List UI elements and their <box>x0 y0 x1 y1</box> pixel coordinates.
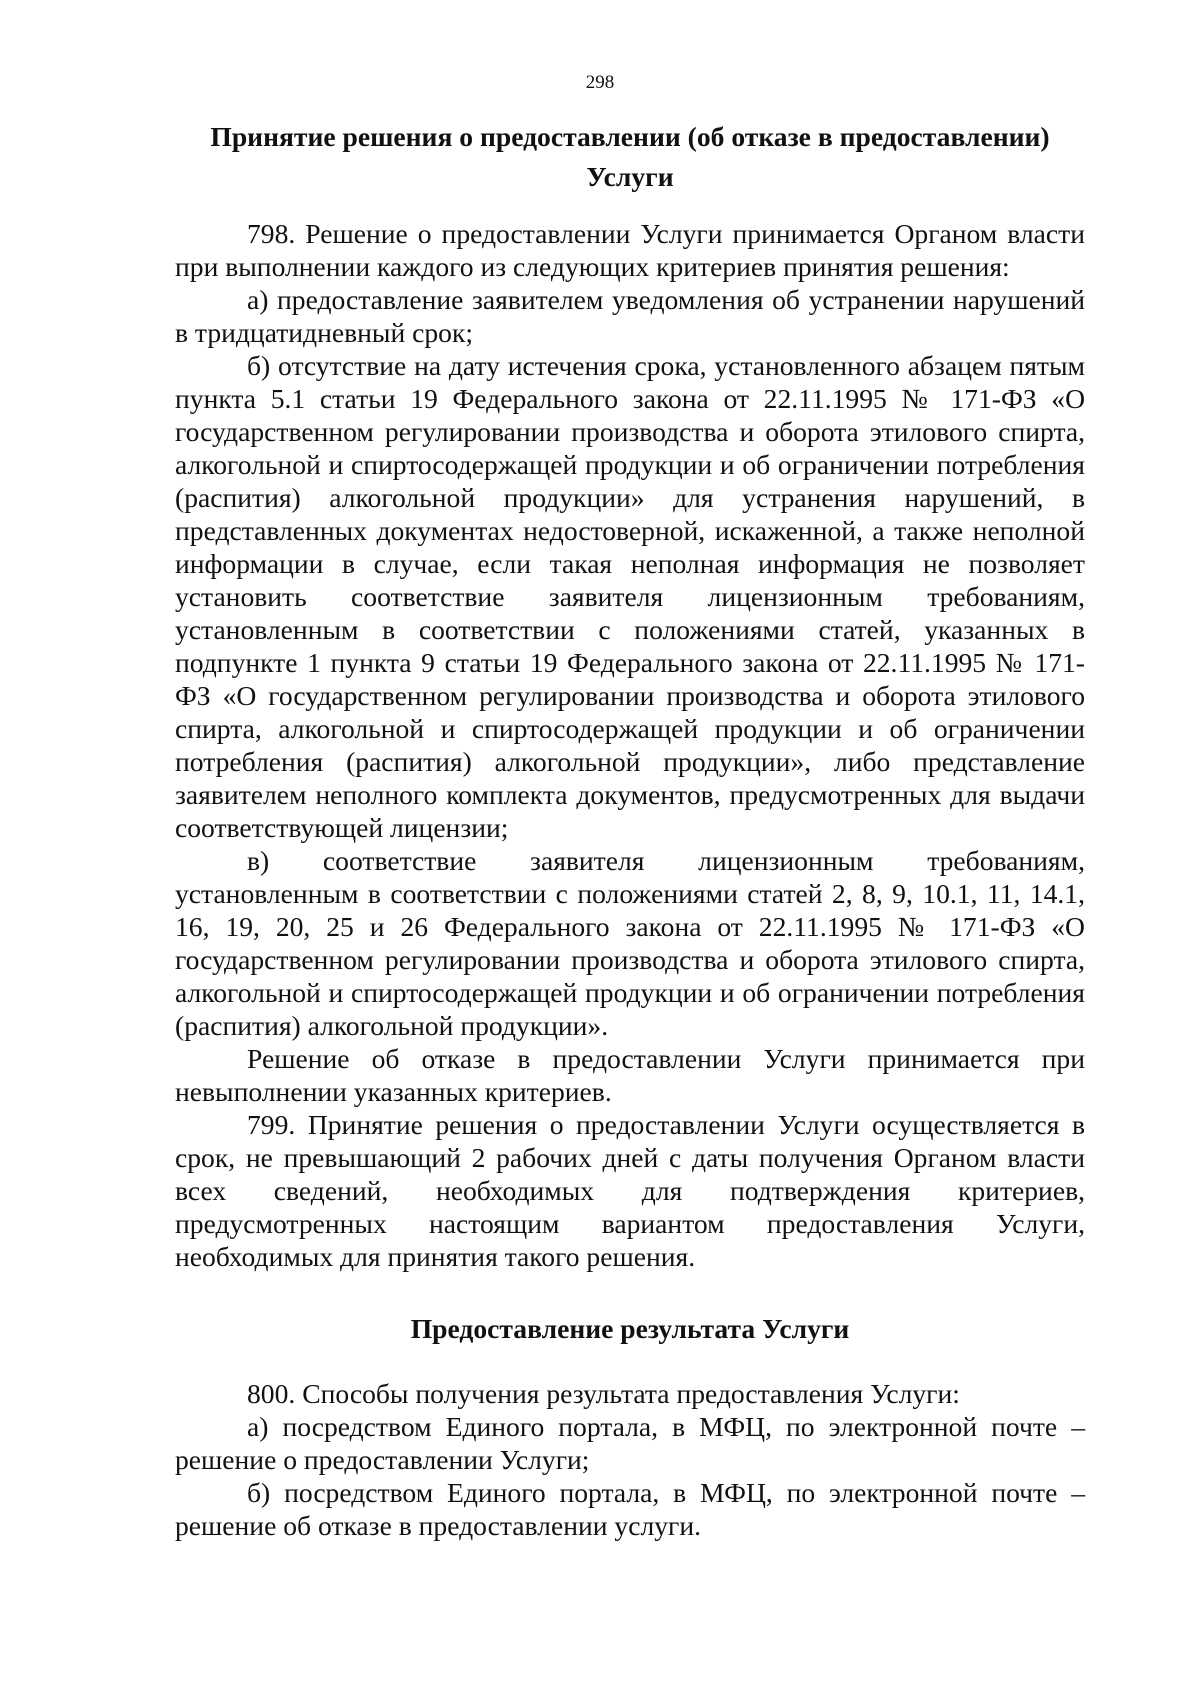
document-body <box>175 117 1085 1542</box>
criterion-v: в) соответствие заявителя лицензионным требованиям, установленным в соответствии с положениями статей 2, 8, 9, 10.1, 11, 14.1, 16, 19, 20, 25 и 26 Федерального закона от 22.11.1995 № 171-ФЗ «О государственном регулировании производства и оборота этилового спирта, алкогольной и спиртосодержащей продукции и об ограничении потребления (распития) алкогольной продукции». <box>175 845 1085 1041</box>
result-method-a: а) посредством Единого портала, в МФЦ, по электронной почте – решение о предоставлении Услуги; <box>175 1411 1085 1475</box>
paragraph-799: 799. Принятие решения о предоставлении Услуги осуществляется в срок, не превышающий 2 рабочих дней с даты получения Органом власти всех сведений, необходимых для подтверждения критериев, предусмотренных настоящим вариантом предоставления Услуги, необходимых для принятия такого решения. <box>175 1109 1085 1272</box>
paragraph-800: 800. Способы получения результата предоставления Услуги: <box>247 1378 960 1409</box>
criterion-b: б) отсутствие на дату истечения срока, установленного абзацем пятым пункта 5.1 статьи 19 Федерального закона от 22.11.1995 № 171-ФЗ «О государственном регулировании производства и оборота этилового спирта, алкогольной и спиртосодержащей продукции и об ограничении потребления (распития) алкогольной продукции» для устранения нарушений, в представленных документах недостоверной, искаженной, а также неполной информации в случае, если такая неполная информация не позволяет установить соответствие заявителя лицензионным требованиям, установленным в соответствии с положениями статей, указанных в подпункте 1 пункта 9 статьи 19 Федерального закона от 22.11.1995 № 171-ФЗ «О государственном регулировании производства и оборота этилового спирта, алкогольной и спиртосодержащей продукции и об ограничении потребления (распития) алкогольной продукции», либо представление заявителем неполного комплекта документов, предусмотренных для выдачи соответствующей лицензии; <box>175 350 1085 843</box>
page-number: 298 <box>585 72 615 93</box>
paragraph-798: 798. Решение о предоставлении Услуги принимается Органом власти при выполнении каждого из следующих критериев принятия решения: <box>175 218 1085 282</box>
criterion-a: а) предоставление заявителем уведомления об устранении нарушений в тридцатидневный срок; <box>175 284 1085 348</box>
refusal-paragraph: Решение об отказе в предоставлении Услуги принимается при невыполнении указанных критериев. <box>175 1043 1085 1107</box>
section-heading-decision: Принятие решения о предоставлении (об отказе в предоставлении) Услуги <box>210 121 1050 192</box>
result-method-b: б) посредством Единого портала, в МФЦ, по электронной почте – решение об отказе в предоставлении услуги. <box>175 1477 1085 1541</box>
section-heading-result: Предоставление результата Услуги <box>410 1313 850 1344</box>
